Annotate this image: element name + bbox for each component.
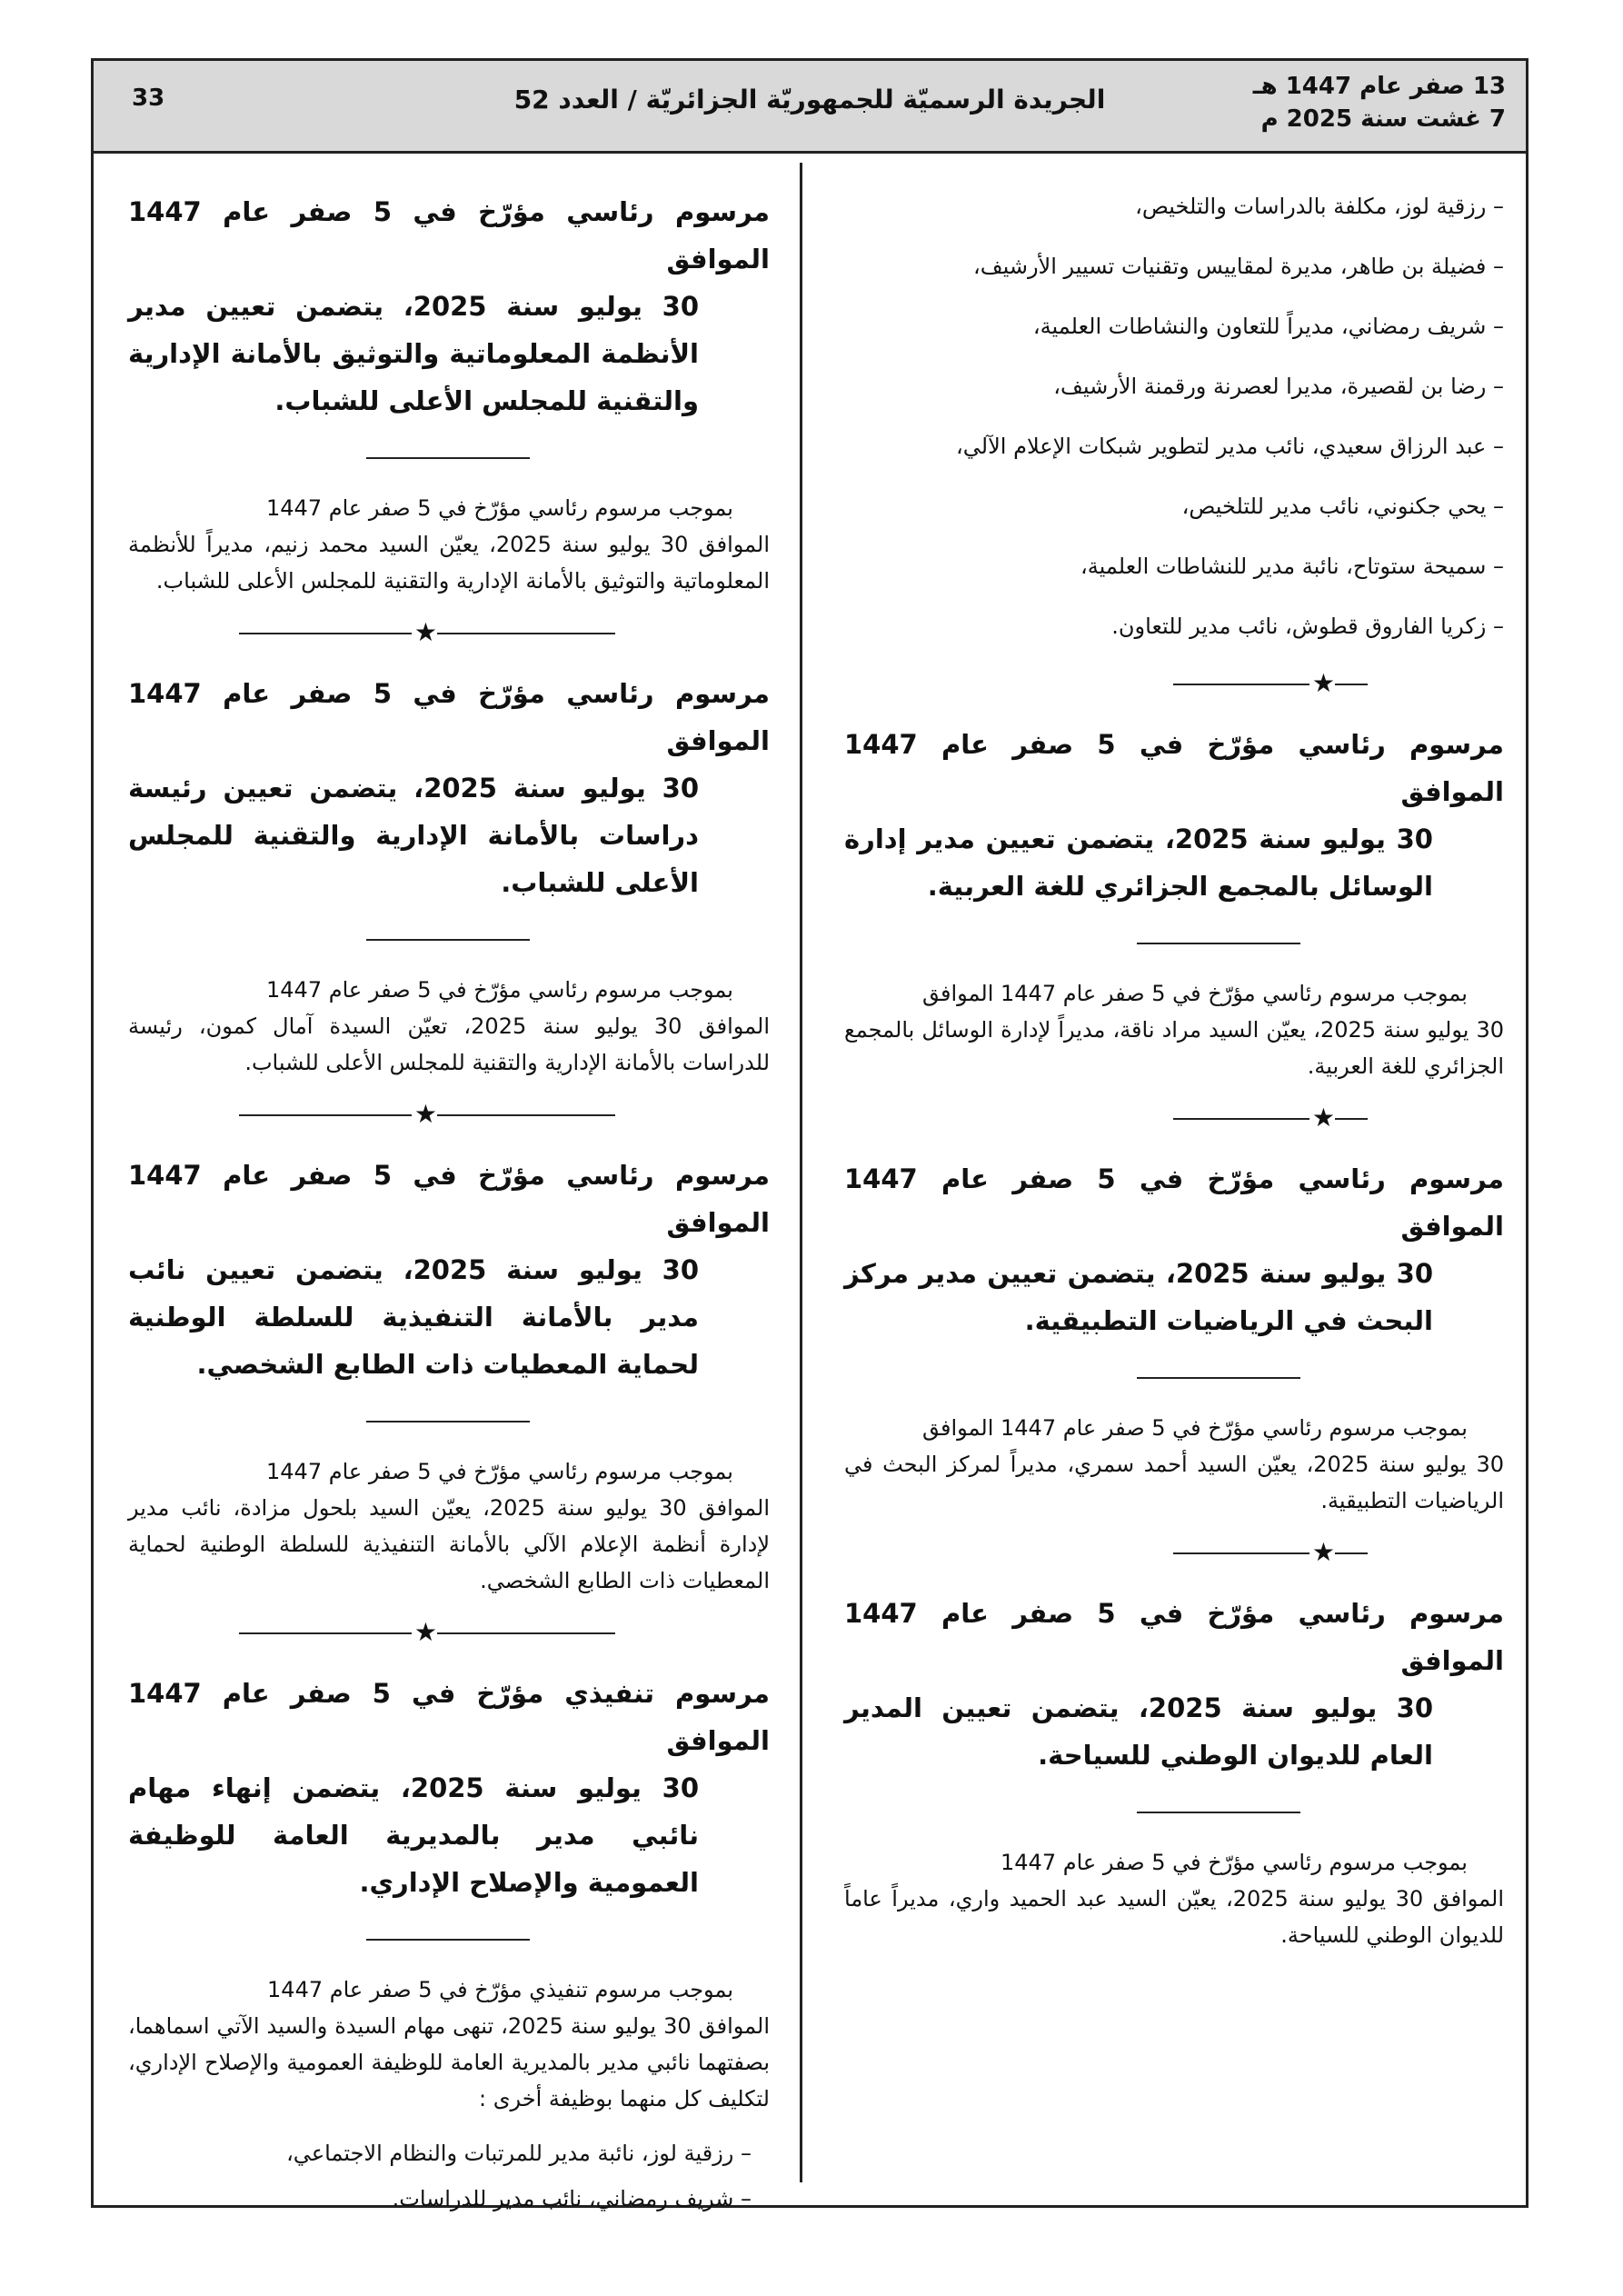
decree-body-first-line: بموجب مرسوم رئاسي مؤرّخ في 5 صفر عام 1447 <box>266 1459 733 1484</box>
list-item: – رزقية لوز، مكلفة بالدراسات والتلخيص، <box>1135 194 1504 219</box>
decree-title <box>844 1590 1504 1779</box>
column-divider <box>800 163 802 2182</box>
decree-title <box>844 721 1504 910</box>
header-title: الجريدة الرسميّة للجمهوريّة الجزائريّة / العدد 52 <box>513 85 1106 115</box>
decree-body-rest: الموافق 30 يوليو سنة 2025، يعيّن السيد بلحول مزادة، نائب مدير لإدارة أنظمة الإعلام الآلي بالأمانة التنفيذية للسلطة الوطنية لحماية المعطيات ذات الطابع الشخصي. <box>128 1495 770 1593</box>
star-separator <box>128 1099 770 1132</box>
star-icon: ★ <box>413 617 437 647</box>
star-separator <box>844 1537 1504 1570</box>
title-rule <box>128 1926 770 1953</box>
decree-title <box>128 188 770 424</box>
decree-body <box>844 1844 1504 1953</box>
decree-body-rest: 30 يوليو سنة 2025، يعيّن السيد مراد ناقة، مديراً لإدارة الوسائل بالمجمع الجزائري للغة العربية. <box>844 1017 1504 1079</box>
star-separator <box>844 1103 1504 1135</box>
decree-title <box>844 1155 1504 1344</box>
star-separator <box>128 617 770 650</box>
decree-title-first-line: مرسوم رئاسي مؤرّخ في 5 صفر عام 1447 الموافق <box>844 729 1504 807</box>
decree-body-rest: الموافق 30 يوليو سنة 2025، تعيّن السيدة آمال كمون، رئيسة للدراسات بالأمانة الإدارية والتقنية للمجلس الأعلى للشباب. <box>128 1013 771 1075</box>
left-column <box>128 188 770 2241</box>
decree-body-first-line: بموجب مرسوم رئاسي مؤرّخ في 5 صفر عام 1447 <box>266 977 733 1003</box>
decree-body-rest: الموافق 30 يوليو سنة 2025، تنهى مهام السيدة والسيد الآتي اسماهما، بصفتهما نائبي مدير بالمديرية العامة للوظيفة العمومية والإصلاح الإداري، لتكليف كل منهما بوظيفة أخرى : <box>128 2013 770 2111</box>
decree-body <box>128 972 770 1081</box>
star-icon: ★ <box>413 1617 437 1647</box>
decree-body <box>128 1453 770 1599</box>
decree-title-rest: 30 يوليو سنة 2025، يتضمن تعيين مدير الأنظمة المعلوماتية والتوثيق بالأمانة الإدارية والتقنية للمجلس الأعلى للشباب. <box>128 291 699 416</box>
title-rule <box>128 1408 770 1435</box>
header-date-hijri: 13 صفر عام 1447 هـ <box>1252 73 1506 100</box>
title-rule <box>844 930 1504 957</box>
decree-body-first-line: بموجب مرسوم رئاسي مؤرّخ في 5 صفر عام 1447 الموافق <box>921 1415 1468 1441</box>
decree-title-rest: 30 يوليو سنة 2025، يتضمن تعيين مدير إدارة الوسائل بالمجمع الجزائري للغة العربية. <box>844 824 1433 902</box>
decree-body <box>844 975 1504 1084</box>
list-item: – سميحة ستوتاح، نائبة مدير للنشاطات العلمية، <box>1080 554 1504 579</box>
star-icon: ★ <box>1311 1103 1335 1133</box>
list-item: – يحي جكنوني، نائب مدير للتلخيص، <box>1181 494 1504 519</box>
star-separator <box>128 1617 770 1650</box>
decree-title-first-line: مرسوم رئاسي مؤرّخ في 5 صفر عام 1447 الموافق <box>128 678 770 756</box>
right-column <box>844 188 1504 1972</box>
decree-body-first-line: بموجب مرسوم تنفيذي مؤرّخ في 5 صفر عام 1447 <box>267 1977 733 2002</box>
star-icon: ★ <box>1311 668 1335 698</box>
page-number: 33 <box>132 85 165 112</box>
decree-title <box>128 1152 770 1388</box>
list-item: – فضيلة بن طاهر، مديرة لمقاييس وتقنيات تسيير الأرشيف، <box>973 254 1504 279</box>
decree-title-first-line: مرسوم تنفيذي مؤرّخ في 5 صفر عام 1447 الموافق <box>128 1678 770 1756</box>
list-item: – شريف رمضاني، نائب مدير للدراسات. <box>392 2186 752 2211</box>
decree-body <box>844 1410 1504 1519</box>
list-item: – شريف رمضاني، مديراً للتعاون والنشاطات العلمية، <box>1032 314 1504 339</box>
list-item: – رضا بن لقصيرة، مديرا لعصرنة ورقمنة الأرشيف، <box>1053 374 1504 399</box>
list-item: – زكريا الفاروق قطوش، نائب مدير للتعاون. <box>1111 614 1504 639</box>
star-icon: ★ <box>1311 1537 1335 1567</box>
list-item: – رزقية لوز، نائبة مدير للمرتبات والنظام الاجتماعي، <box>286 2141 752 2166</box>
decree-body <box>128 1972 770 2117</box>
decree-body-rest: 30 يوليو سنة 2025، يعيّن السيد أحمد سمري، مديراً لمركز البحث في الرياضيات التطبيقية. <box>844 1452 1504 1513</box>
decree-body-first-line: بموجب مرسوم رئاسي مؤرّخ في 5 صفر عام 1447 الموافق <box>921 981 1468 1006</box>
title-rule <box>128 444 770 472</box>
star-separator <box>844 668 1504 701</box>
decree-body <box>128 490 770 599</box>
decree-title-first-line: مرسوم رئاسي مؤرّخ في 5 صفر عام 1447 الموافق <box>128 1160 770 1238</box>
page-header <box>94 61 1526 154</box>
decree-body-first-line: بموجب مرسوم رئاسي مؤرّخ في 5 صفر عام 1447 <box>1001 1850 1468 1875</box>
decree-title-rest: 30 يوليو سنة 2025، يتضمن تعيين المدير العام للديوان الوطني للسياحة. <box>844 1692 1433 1771</box>
decree-title-first-line: مرسوم رئاسي مؤرّخ في 5 صفر عام 1447 الموافق <box>844 1163 1504 1242</box>
decree-title <box>128 1670 770 1906</box>
page-frame <box>91 58 1528 2211</box>
decree-title-rest: 30 يوليو سنة 2025، يتضمن إنهاء مهام نائبي مدير بالمديرية العامة للوظيفة العمومية والإصلاح الإداري. <box>128 1772 699 1898</box>
decree-body-rest: الموافق 30 يوليو سنة 2025، يعيّن السيد محمد زنيم، مديراً للأنظمة المعلوماتية والتوثيق بالأمانة الإدارية والتقنية للمجلس الأعلى للشباب. <box>128 532 770 594</box>
decree-title-first-line: مرسوم رئاسي مؤرّخ في 5 صفر عام 1447 الموافق <box>128 196 770 275</box>
header-date-gregorian: 7 غشت سنة 2025 م <box>1260 105 1506 133</box>
star-icon: ★ <box>413 1099 437 1129</box>
title-rule <box>844 1364 1504 1392</box>
decree-title-rest: 30 يوليو سنة 2025، يتضمن تعيين مدير مركز البحث في الرياضيات التطبيقية. <box>844 1258 1433 1336</box>
decree-body-first-line: بموجب مرسوم رئاسي مؤرّخ في 5 صفر عام 1447 <box>266 495 733 521</box>
decree-title-rest: 30 يوليو سنة 2025، يتضمن تعيين نائب مدير بالأمانة التنفيذية للسلطة الوطنية لحماية المعطيات ذات الطابع الشخصي. <box>128 1254 699 1380</box>
decree-title-rest: 30 يوليو سنة 2025، يتضمن تعيين رئيسة دراسات بالأمانة الإدارية والتقنية للمجلس الأعلى للشباب. <box>128 773 699 898</box>
title-rule <box>844 1799 1504 1826</box>
decree-body-rest: الموافق 30 يوليو سنة 2025، يعيّن السيد عبد الحميد واري، مديراً عاماً للديوان الوطني للسياحة. <box>844 1886 1505 1948</box>
title-rule <box>128 926 770 953</box>
decree-title <box>128 670 770 906</box>
decree-title-first-line: مرسوم رئاسي مؤرّخ في 5 صفر عام 1447 الموافق <box>844 1598 1504 1676</box>
list-item: – عبد الرزاق سعيدي، نائب مدير لتطوير شبكات الإعلام الآلي، <box>956 434 1504 459</box>
